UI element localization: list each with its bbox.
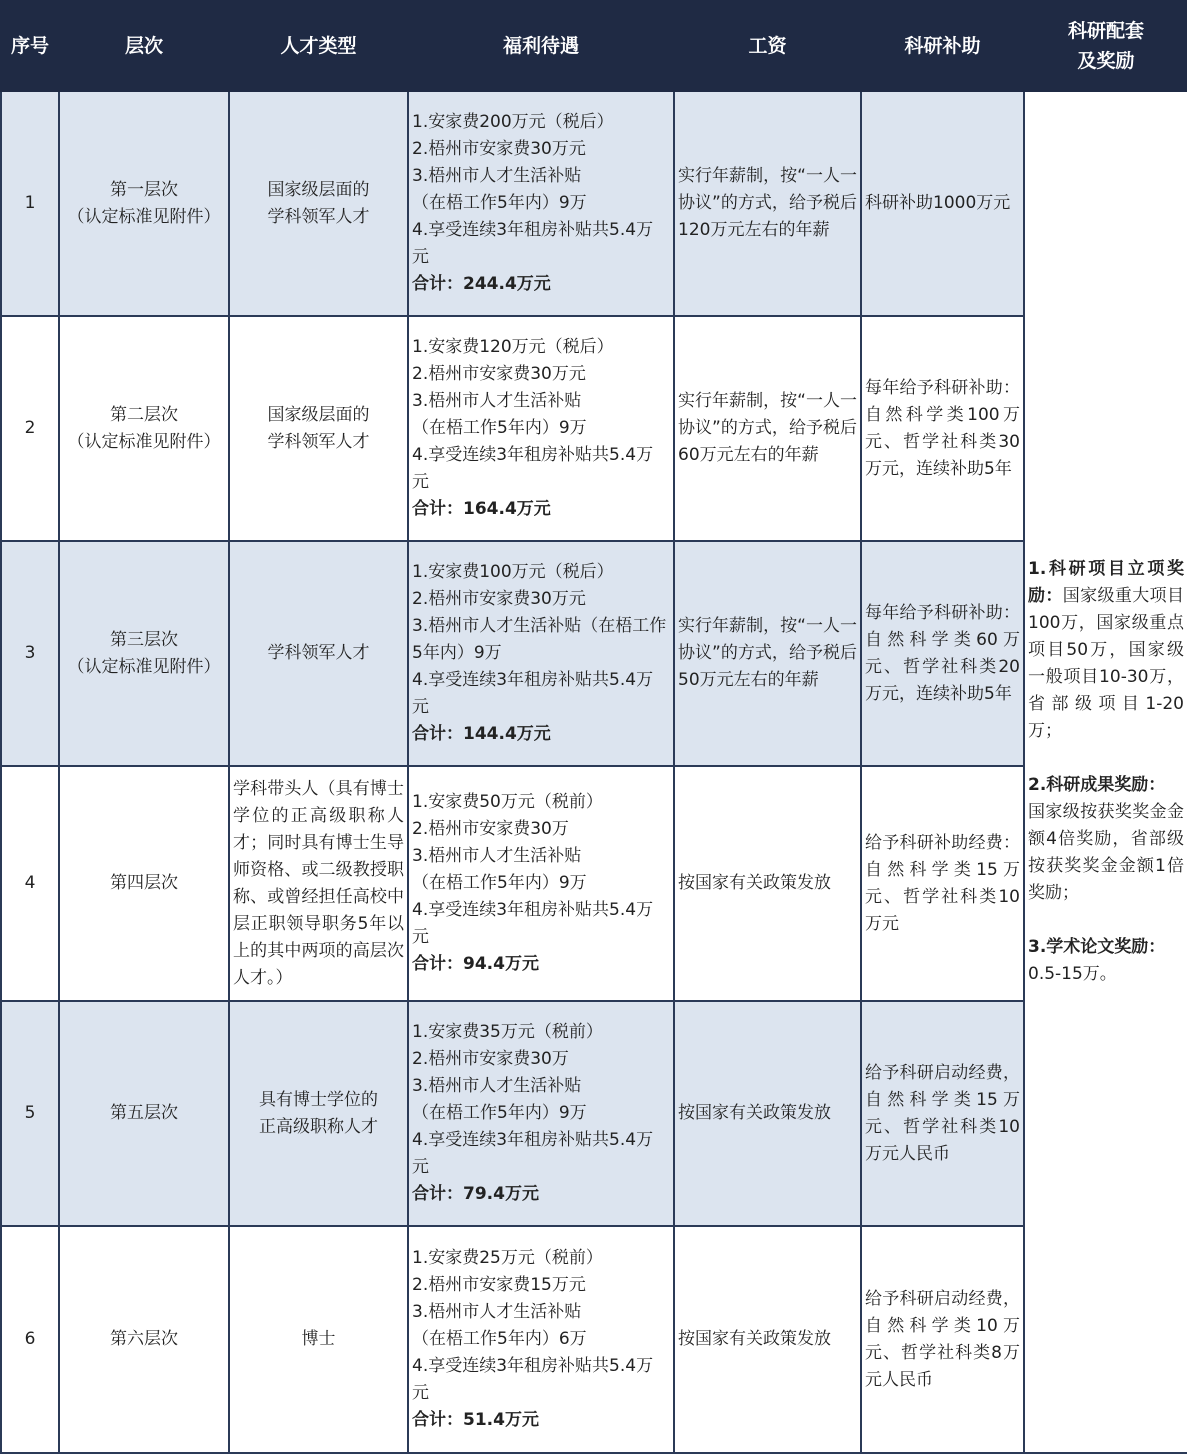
reward-title: 1.科研项目立项奖励： — [1028, 559, 1184, 606]
benefit-item: 3.梧州市人才生活补贴 — [412, 846, 582, 866]
talent-line: 学科领军人才 — [267, 206, 370, 227]
talent-line: 学科领军人才 — [267, 431, 370, 452]
header-index: 序号 — [1, 1, 59, 91]
row-research-subsidy: 科研补助1000万元 — [861, 91, 1024, 316]
benefit-item: 4.享受连续3年租房补贴共5.4万元 — [412, 220, 654, 267]
row-level — [59, 91, 229, 316]
level-name: 第三层次 — [110, 629, 178, 650]
level-note: （认定标准见附件） — [67, 656, 221, 677]
benefit-item: （在梧工作5年内）9万 — [412, 873, 587, 893]
benefit-item: 4.享受连续3年租房补贴共5.4万元 — [412, 900, 654, 947]
table-row — [1, 91, 1187, 316]
talent-line: 学科领军人才 — [267, 643, 370, 663]
row-level — [59, 541, 229, 766]
row-salary: 按国家有关政策发放 — [674, 766, 861, 1001]
header-research-rewards: 科研配套 及奖励 — [1024, 1, 1187, 91]
benefit-item: （在梧工作5年内）9万 — [412, 193, 587, 213]
benefit-item: 4.享受连续3年租房补贴共5.4万元 — [412, 1130, 654, 1177]
talent-line: 博士 — [301, 1329, 336, 1349]
header-row — [1, 1, 1187, 91]
level-name: 第六层次 — [110, 1329, 178, 1349]
benefit-item: 1.安家费200万元（税后） — [412, 112, 614, 132]
header-salary: 工资 — [674, 1, 861, 91]
benefit-item: 3.梧州市人才生活补贴 — [412, 1302, 582, 1322]
talent-line: 国家级层面的 — [267, 179, 370, 200]
benefit-item: 1.安家费35万元（税前） — [412, 1022, 603, 1042]
row-index: 4 — [1, 766, 59, 1001]
row-level — [59, 1001, 229, 1226]
row-talent-type: 学科带头人（具有博士学位的正高级职称人才；同时具有博士生导师资格、或二级教授职称、或曾经担任高校中层正职领导职务5年以上的其中两项的高层次人才。） — [229, 766, 408, 1001]
row-level — [59, 316, 229, 541]
reward-text: 国家级重大项目100万，国家级重点项目50万，国家级一般项目10-30万，省部级项目1-20万； — [1028, 586, 1184, 741]
row-talent-type — [229, 541, 408, 766]
benefit-item: 2.梧州市安家费30万元 — [412, 589, 586, 609]
benefit-total: 合计：94.4万元 — [412, 954, 539, 974]
benefit-item: 2.梧州市安家费30万 — [412, 819, 569, 839]
level-name: 第四层次 — [110, 873, 178, 893]
reward-item — [1028, 772, 1184, 907]
benefit-total: 合计：244.4万元 — [412, 274, 551, 294]
header-talent-type: 人才类型 — [229, 1, 408, 91]
benefit-item: 2.梧州市安家费30万元 — [412, 364, 586, 384]
row-index: 5 — [1, 1001, 59, 1226]
benefit-total: 合计：51.4万元 — [412, 1410, 539, 1430]
benefit-item: 1.安家费50万元（税前） — [412, 792, 603, 812]
benefit-item: 3.梧州市人才生活补贴 — [412, 1076, 582, 1096]
row-talent-type — [229, 1001, 408, 1226]
row-salary: 按国家有关政策发放 — [674, 1226, 861, 1453]
row-talent-type — [229, 316, 408, 541]
reward-text: 0.5-15万。 — [1028, 964, 1117, 984]
table-row — [1, 541, 1187, 766]
reward-text: 国家级按获奖奖金金额4倍奖励，省部级按获奖奖金金额1倍奖励； — [1028, 802, 1184, 903]
benefit-item: 1.安家费25万元（税前） — [412, 1248, 603, 1268]
reward-title: 2.科研成果奖励： — [1028, 775, 1166, 795]
row-research-subsidy: 每年给予科研补助：自然科学类60万元、哲学社科类20万元，连续补助5年 — [861, 541, 1024, 766]
reward-item — [1028, 556, 1184, 745]
talent-line: 正高级职称人才 — [259, 1116, 378, 1137]
row-level — [59, 766, 229, 1001]
reward-item — [1028, 934, 1184, 988]
benefit-item: （在梧工作5年内）9万 — [412, 1103, 587, 1123]
row-benefits — [408, 1226, 674, 1453]
level-name: 第二层次 — [110, 404, 178, 425]
row-benefits — [408, 316, 674, 541]
row-benefits — [408, 541, 674, 766]
row-salary: 实行年薪制，按“一人一协议”的方式，给予税后60万元左右的年薪 — [674, 316, 861, 541]
row-research-subsidy: 给予科研启动经费，自然科学类15万元、哲学社科类10万元人民币 — [861, 1001, 1024, 1226]
benefit-item: 4.享受连续3年租房补贴共5.4万元 — [412, 670, 654, 717]
row-index: 1 — [1, 91, 59, 316]
table-row — [1, 1001, 1187, 1226]
row-salary: 实行年薪制，按“一人一协议”的方式，给予税后120万元左右的年薪 — [674, 91, 861, 316]
benefit-item: 2.梧州市安家费30万元 — [412, 139, 586, 159]
row-index: 6 — [1, 1226, 59, 1453]
header-research-subsidy: 科研补助 — [861, 1, 1024, 91]
row-benefits — [408, 766, 674, 1001]
benefit-item: 2.梧州市安家费15万元 — [412, 1275, 586, 1295]
benefit-item: （在梧工作5年内）6万 — [412, 1329, 587, 1349]
row-level — [59, 1226, 229, 1453]
level-name: 第一层次 — [110, 179, 178, 200]
reward-title: 3.学术论文奖励： — [1028, 937, 1166, 957]
research-rewards — [1024, 91, 1187, 1453]
row-salary: 按国家有关政策发放 — [674, 1001, 861, 1226]
row-talent-type — [229, 91, 408, 316]
row-salary: 实行年薪制，按“一人一协议”的方式，给予税后50万元左右的年薪 — [674, 541, 861, 766]
benefit-total: 合计：144.4万元 — [412, 724, 551, 744]
benefit-item: 3.梧州市人才生活补贴 — [412, 391, 582, 411]
benefit-item: （在梧工作5年内）9万 — [412, 418, 587, 438]
table-row — [1, 316, 1187, 541]
row-research-subsidy: 每年给予科研补助：自然科学类100万元、哲学社科类30万元，连续补助5年 — [861, 316, 1024, 541]
row-index: 2 — [1, 316, 59, 541]
benefit-item: 3.梧州市人才生活补贴 — [412, 166, 582, 186]
row-research-subsidy: 给予科研启动经费，自然科学类10万元、哲学社科类8万元人民币 — [861, 1226, 1024, 1453]
table-row — [1, 766, 1187, 1001]
header-level: 层次 — [59, 1, 229, 91]
level-note: （认定标准见附件） — [67, 206, 221, 227]
benefit-total: 合计：79.4万元 — [412, 1184, 539, 1204]
benefit-item: 1.安家费100万元（税后） — [412, 562, 614, 582]
row-research-subsidy: 给予科研补助经费：自然科学类15万元、哲学社科类10万元 — [861, 766, 1024, 1001]
benefit-item: 1.安家费120万元（税后） — [412, 337, 614, 357]
level-note: （认定标准见附件） — [67, 431, 221, 452]
row-benefits — [408, 1001, 674, 1226]
benefit-item: 4.享受连续3年租房补贴共5.4万元 — [412, 445, 654, 492]
benefit-item: 3.梧州市人才生活补贴（在梧工作5年内）9万 — [412, 616, 667, 663]
benefit-total: 合计：164.4万元 — [412, 499, 551, 519]
table-row — [1, 1226, 1187, 1453]
benefit-item: 2.梧州市安家费30万 — [412, 1049, 569, 1069]
talent-line: 国家级层面的 — [267, 404, 370, 425]
talent-line: 具有博士学位的 — [259, 1089, 378, 1110]
benefit-item: 4.享受连续3年租房补贴共5.4万元 — [412, 1356, 654, 1403]
row-talent-type — [229, 1226, 408, 1453]
row-benefits — [408, 91, 674, 316]
header-benefits: 福利待遇 — [408, 1, 674, 91]
row-index: 3 — [1, 541, 59, 766]
level-name: 第五层次 — [110, 1103, 178, 1123]
